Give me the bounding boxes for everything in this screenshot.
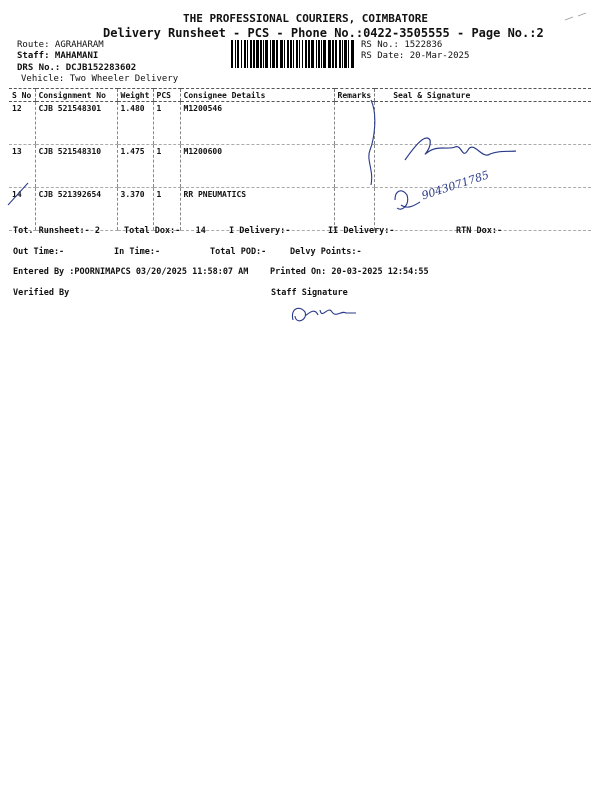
i-delivery: I Delivery:- bbox=[229, 226, 291, 236]
col-header-consignee: Consignee Details bbox=[180, 89, 334, 102]
runsheet-subtitle: Delivery Runsheet - PCS - Phone No.:0422-3505555 - Page No.:2 bbox=[103, 26, 544, 40]
ii-delivery: II Delivery:- bbox=[328, 226, 395, 236]
row-pcs: 1 bbox=[153, 188, 180, 231]
total-dox: Total Dox:- 14 bbox=[124, 226, 206, 236]
staff-signature-label: Staff Signature bbox=[271, 288, 348, 298]
col-header-pcs: PCS bbox=[153, 89, 180, 102]
col-header-sno: S No bbox=[9, 89, 35, 102]
rs-number: RS No.: 1522836 bbox=[361, 40, 443, 50]
delvy-points: Delvy Points:- bbox=[290, 247, 362, 257]
total-pod: Total POD:- bbox=[210, 247, 267, 257]
row-weight: 3.370 bbox=[117, 188, 153, 231]
row-consignee: RR PNEUMATICS bbox=[180, 188, 334, 231]
row-sno: 13 bbox=[9, 145, 35, 188]
entered-by: Entered By :POORNIMAPCS 03/20/2025 11:58:07 AM bbox=[13, 267, 249, 277]
row-pcs: 1 bbox=[153, 145, 180, 188]
row-consignee: M1200546 bbox=[180, 102, 334, 145]
handwritten-phone: 9043071785 bbox=[420, 168, 491, 203]
row-weight: 1.480 bbox=[117, 102, 153, 145]
col-header-signature: Seal & Signature bbox=[375, 89, 591, 102]
company-title: THE PROFESSIONAL COURIERS, COIMBATORE bbox=[183, 12, 429, 25]
row-pcs: 1 bbox=[153, 102, 180, 145]
row-consignment: CJB 521392654 bbox=[35, 188, 117, 231]
row-consignee: M1200600 bbox=[180, 145, 334, 188]
row-weight: 1.475 bbox=[117, 145, 153, 188]
row-sno: 14 bbox=[9, 188, 35, 231]
row-sno: 12 bbox=[9, 102, 35, 145]
printed-on: Printed On: 20-03-2025 12:54:55 bbox=[270, 267, 429, 277]
rs-date: RS Date: 20-Mar-2025 bbox=[361, 51, 470, 61]
vehicle: Vehicle: Two Wheeler Delivery bbox=[21, 74, 179, 84]
col-header-remarks: Remarks bbox=[334, 89, 375, 102]
staff: Staff: MAHAMANI bbox=[17, 51, 99, 61]
route: Route: AGRAHARAM bbox=[17, 40, 104, 50]
verified-by: Verified By bbox=[13, 288, 70, 298]
row-consignment: CJB 521548301 bbox=[35, 102, 117, 145]
drs-number: DRS No.: DCJB152283602 bbox=[17, 63, 137, 73]
in-time: In Time:- bbox=[114, 247, 161, 257]
tot-runsheet: Tot. Runsheet:- 2 bbox=[13, 226, 100, 236]
rtn-dox: RTN Dox:- bbox=[456, 226, 503, 236]
out-time: Out Time:- bbox=[13, 247, 65, 257]
col-header-consignment: Consignment No bbox=[35, 89, 117, 102]
row-consignment: CJB 521548310 bbox=[35, 145, 117, 188]
col-header-weight: Weight bbox=[117, 89, 153, 102]
